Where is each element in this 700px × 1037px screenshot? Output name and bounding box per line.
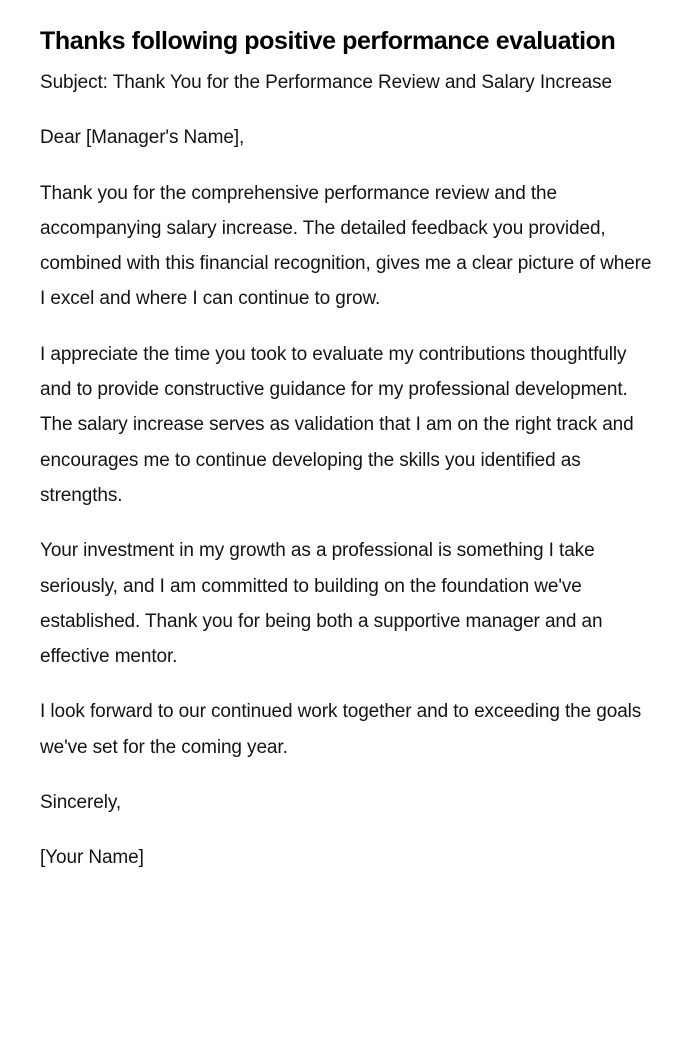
- greeting: Dear [Manager's Name],: [40, 127, 245, 149]
- subject-line: Subject: Thank You for the Performance Review and Salary Increase: [40, 72, 612, 93]
- body-paragraph: I look forward to our continued work together and to exceeding the goals we've set for the coming year.: [40, 701, 642, 758]
- signature: [Your Name]: [40, 847, 144, 869]
- body-paragraph: I appreciate the time you took to evaluate my contributions thoughtfully and to provide constructive guidance for my professional development. The salary increase serves as validation that I am on the right track and encourages me to continue developing the skills you identified as strengths.: [40, 343, 634, 506]
- body-paragraph: Thank you for the comprehensive performance review and the accompanying salary increase. The detailed feedback you provided, combined with this financial recognition, gives me a clear picture of where I excel and where I can continue to grow.: [40, 182, 652, 310]
- body-paragraph: Your investment in my growth as a professional is something I take seriously, and I am committed to building on the foundation we've established. Thank you for being both a supportive manager and an effective mentor.: [40, 540, 603, 668]
- closing: Sincerely,: [40, 792, 122, 814]
- document-title: Thanks following positive performance evaluation: [40, 27, 616, 55]
